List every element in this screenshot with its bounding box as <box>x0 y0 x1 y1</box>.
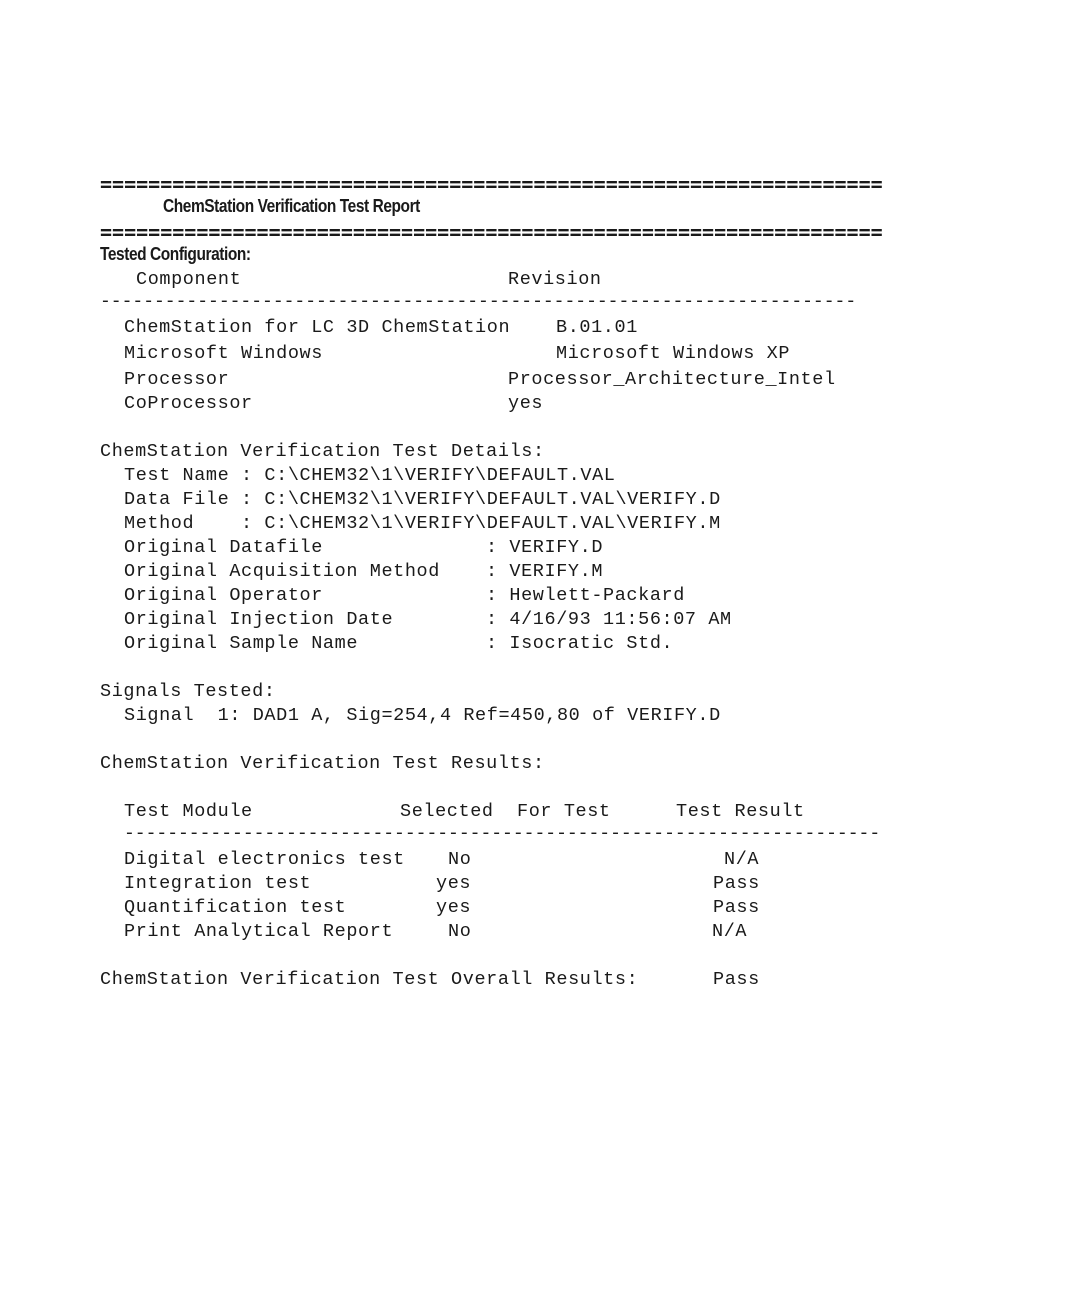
results-row-selected: yes <box>436 897 472 918</box>
config-row-revision: Microsoft Windows XP <box>556 343 791 364</box>
results-row-module: Print Analytical Report <box>124 921 394 942</box>
details-item-label: Original Acquisition Method <box>124 561 440 582</box>
details-item-value: : Hewlett-Packard <box>486 585 685 606</box>
details-heading: ChemStation Verification Test Details: <box>100 441 545 462</box>
details-item-label: Original Datafile <box>124 537 323 558</box>
results-row-result: N/A <box>724 849 760 870</box>
details-item-value: : VERIFY.D <box>486 537 604 558</box>
config-row-component: ChemStation for LC 3D ChemStation <box>124 317 511 338</box>
tested-configuration-label: Tested Configuration: <box>100 244 251 264</box>
config-row-component: Processor <box>124 369 230 390</box>
signals-heading: Signals Tested: <box>100 681 276 702</box>
separator-bottom: ================================================================= <box>100 220 883 244</box>
configuration-separator: ---------------------------------------------------------------------- <box>100 292 857 312</box>
overall-results-label: ChemStation Verification Test Overall Results: <box>100 969 639 990</box>
report-title: ChemStation Verification Test Report <box>163 196 420 216</box>
results-row-selected: No <box>448 921 472 942</box>
results-row-selected: yes <box>436 873 472 894</box>
results-row-module: Integration test <box>124 873 312 894</box>
col-module-header: Test Module <box>124 801 253 822</box>
details-item-value: : VERIFY.M <box>486 561 604 582</box>
results-separator: ---------------------------------------------------------------------- <box>124 824 881 844</box>
results-row-result: Pass <box>713 873 760 894</box>
results-row-selected: No <box>448 849 472 870</box>
col-revision-header: Revision <box>508 269 602 290</box>
results-row-module: Quantification test <box>124 897 347 918</box>
results-row-result: N/A <box>712 921 748 942</box>
separator-top: ================================================================= <box>100 172 883 196</box>
signal-1: Signal 1: DAD1 A, Sig=254,4 Ref=450,80 of VERIFY.D <box>124 705 721 726</box>
col-selected-header: Selected For Test <box>400 801 611 822</box>
details-item-label: Original Operator <box>124 585 323 606</box>
config-row-component: Microsoft Windows <box>124 343 323 364</box>
details-item-label: Original Injection Date <box>124 609 394 630</box>
results-row-result: Pass <box>713 897 760 918</box>
config-row-component: CoProcessor <box>124 393 253 414</box>
details-item-label: Original Sample Name <box>124 633 359 654</box>
details-item-value: : Isocratic Std. <box>486 633 674 654</box>
results-heading: ChemStation Verification Test Results: <box>100 753 545 774</box>
config-row-revision: yes <box>508 393 544 414</box>
config-row-revision: Processor_Architecture_Intel <box>508 369 836 390</box>
overall-results-value: Pass <box>713 969 760 990</box>
details-test-name: Test Name : C:\CHEM32\1\VERIFY\DEFAULT.VAL <box>124 465 616 486</box>
details-data-file: Data File : C:\CHEM32\1\VERIFY\DEFAULT.VAL\VERIFY.D <box>124 489 721 510</box>
config-row-revision: B.01.01 <box>556 317 638 338</box>
results-row-module: Digital electronics test <box>124 849 405 870</box>
col-result-header: Test Result <box>676 801 805 822</box>
details-item-value: : 4/16/93 11:56:07 AM <box>486 609 732 630</box>
col-component-header: Component <box>136 269 242 290</box>
details-method: Method : C:\CHEM32\1\VERIFY\DEFAULT.VAL\VERIFY.M <box>124 513 721 534</box>
